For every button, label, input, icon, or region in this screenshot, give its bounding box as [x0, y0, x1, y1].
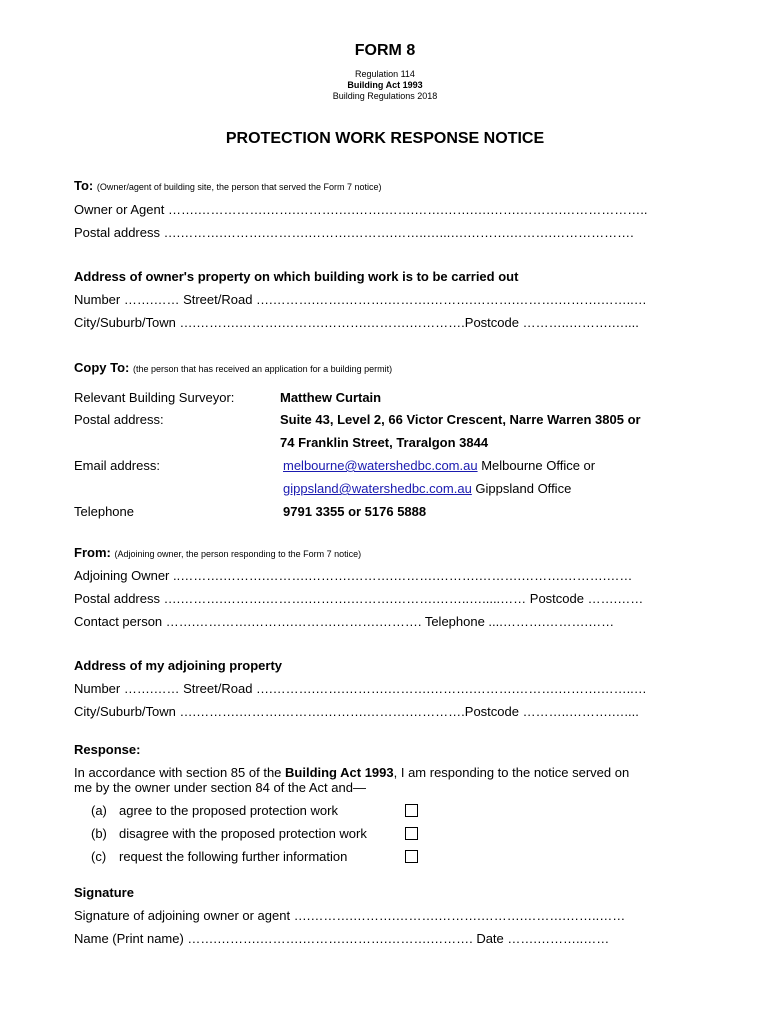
- owner-city-field[interactable]: City/Suburb/Town ….……….……….……….……….……….………….Postcode ………..……….…....: [74, 315, 639, 330]
- response-paragraph-line-2: me by the owner under section 84 of the Act and—: [74, 780, 366, 795]
- to-section-label: [74, 178, 382, 193]
- to-note: (Owner/agent of building site, the person that served the Form 7 notice): [96, 182, 382, 192]
- copy-to-label: Copy To:: [74, 360, 130, 375]
- from-note: (Adjoining owner, the person responding to the Form 7 notice): [114, 549, 362, 559]
- regulations-ref: Building Regulations 2018: [332, 91, 438, 101]
- response-heading: Response:: [74, 742, 141, 757]
- response-paragraph-line-1: [74, 765, 629, 780]
- email-link-melbourne[interactable]: melbourne@watershedbc.com.au: [283, 458, 478, 473]
- surveyor-telephone-label: Telephone: [74, 504, 134, 519]
- response-text-post: , I am responding to the notice served on: [393, 765, 630, 780]
- option-b-text: disagree with the proposed protection work: [119, 826, 367, 841]
- from-section-label: [74, 545, 361, 560]
- surveyor-email-label: Email address:: [74, 458, 160, 473]
- print-name-date-field[interactable]: Name (Print name) …….……….……….……….……….……….………. Date …….………..……: [74, 931, 610, 946]
- copy-to-note: (the person that has received an application for a building permit): [132, 364, 393, 374]
- option-a-text: agree to the proposed protection work: [119, 803, 338, 818]
- email-link-gippsland[interactable]: gippsland@watershedbc.com.au: [283, 481, 472, 496]
- to-label: To:: [74, 178, 94, 193]
- owner-property-heading: Address of owner's property on which building work is to be carried out: [74, 269, 519, 284]
- adjoining-postal-field[interactable]: Postal address ….……….……….……….……….……….……….……..….....…… Postcode …….……: [74, 591, 644, 606]
- response-act-name: Building Act 1993: [285, 765, 394, 780]
- from-label: From:: [74, 545, 111, 560]
- owner-postal-field[interactable]: Postal address ….……….……….……….……….……….……..…...….……….……….……………….: [74, 225, 634, 240]
- contact-person-field[interactable]: Contact person …….………….……….……….……….………. Telephone ....……….……….……: [74, 614, 615, 629]
- signature-field[interactable]: Signature of adjoining owner or agent ….……….……….……….……….……….……….……..……: [74, 908, 626, 923]
- owner-agent-field[interactable]: Owner or Agent …….…………….…….……….….…….…….…….…….….…….……….………………..: [74, 202, 648, 217]
- surveyor-postal-line-2: 74 Franklin Street, Traralgon 3844: [280, 435, 489, 450]
- adjoining-property-heading: Address of my adjoining property: [74, 658, 283, 673]
- adjoining-owner-field[interactable]: Adjoining Owner ..……….……….……….……….……….……….……….……….……….……….……: [74, 568, 633, 583]
- regulation-ref: Regulation 114: [355, 69, 415, 79]
- surveyor-label: Relevant Building Surveyor:: [74, 390, 235, 405]
- option-a-checkbox[interactable]: [405, 804, 418, 817]
- adjoining-city-field[interactable]: City/Suburb/Town ….……….……….……….……….……….………….Postcode ………..……….…....: [74, 704, 639, 719]
- option-b-marker: (b): [91, 826, 107, 841]
- option-b-checkbox[interactable]: [405, 827, 418, 840]
- signature-heading: Signature: [74, 885, 134, 900]
- email-row-gippsland: [283, 481, 571, 496]
- option-a-marker: (a): [91, 803, 107, 818]
- page-title: PROTECTION WORK RESPONSE NOTICE: [225, 130, 545, 147]
- surveyor-postal-label: Postal address:: [74, 412, 164, 427]
- email-suffix-melbourne: Melbourne Office or: [477, 458, 596, 473]
- email-suffix-gippsland: Gippsland Office: [471, 481, 572, 496]
- surveyor-name: Matthew Curtain: [280, 390, 382, 405]
- act-ref: Building Act 1993: [347, 80, 423, 90]
- option-c-checkbox[interactable]: [405, 850, 418, 863]
- adjoining-street-field[interactable]: Number …….…… Street/Road ….……….…….……….……….……….……….……….……….……..…: [74, 681, 647, 696]
- owner-street-field[interactable]: Number …….…… Street/Road ….……….…….……….……….……….……….……….……….……..…: [74, 292, 647, 307]
- surveyor-telephone: 9791 3355 or 5176 5888: [283, 504, 427, 519]
- option-c-marker: (c): [91, 849, 107, 864]
- option-c-text: request the following further information: [119, 849, 348, 864]
- surveyor-postal-line-1: Suite 43, Level 2, 66 Victor Crescent, Narre Warren 3805 or: [280, 412, 641, 427]
- email-row-melbourne: [283, 458, 595, 473]
- response-text-pre: In accordance with section 85 of the: [74, 765, 286, 780]
- copy-to-section-label: [74, 360, 392, 375]
- form-number: FORM 8: [354, 42, 416, 59]
